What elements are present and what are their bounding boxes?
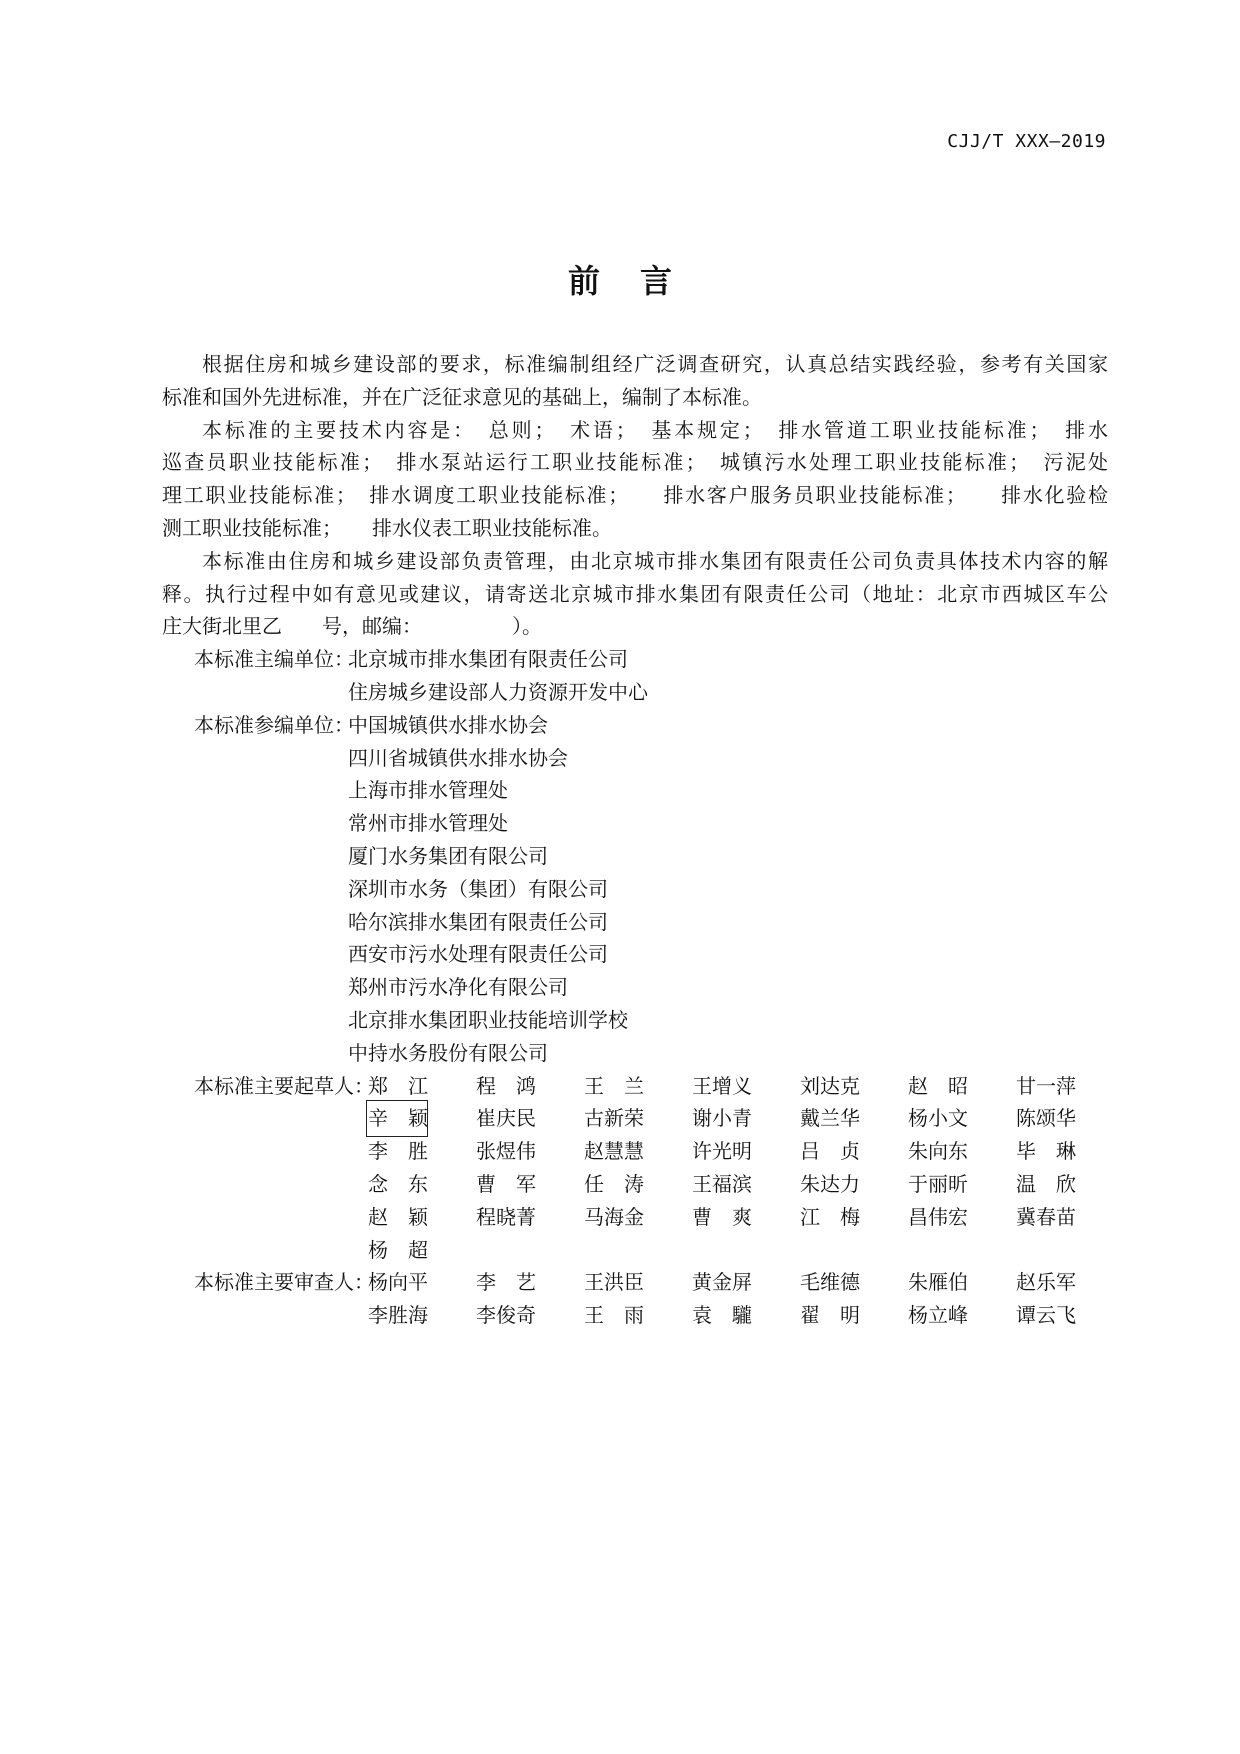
paragraph-line: 本标准的主要技术内容是： 总则； 术语； 基本规定； 排水管道工职业技能标准； 排水: [202, 417, 1108, 442]
person-name: 杨向平: [368, 1270, 428, 1295]
person-name: 赵 颖: [368, 1204, 428, 1229]
person-name: 江 梅: [800, 1204, 860, 1229]
person-name: [368, 1102, 476, 1135]
drafters-label: 本标准主要起草人：: [194, 1073, 374, 1098]
person-name: 刘达克: [800, 1073, 860, 1098]
person-name: 李胜海: [368, 1303, 428, 1328]
person-name: 杨立峰: [908, 1303, 968, 1328]
paragraph-line: 理工职业技能标准； 排水调度工职业技能标准； 排水客户服务员职业技能标准； 排水化验检: [162, 483, 1108, 508]
list-item: 厦门水务集团有限公司: [348, 843, 548, 868]
person-name: 曹 爽: [692, 1204, 752, 1229]
paragraph-management: [162, 545, 1108, 643]
person-name: 毛维德: [800, 1270, 860, 1295]
participating-units-section: [162, 709, 1108, 1070]
document-code: CJJ/T XXX—2019: [947, 131, 1106, 152]
person-name: 许光明: [692, 1139, 752, 1164]
reviewers-label: 本标准主要审查人：: [194, 1270, 374, 1295]
person-name: 王增义: [692, 1073, 752, 1098]
list-item: 常州市排水管理处: [348, 811, 508, 836]
person-name: 杨 超: [368, 1237, 428, 1262]
person-name: 朱雁伯: [908, 1270, 968, 1295]
list-item: 西安市污水处理有限责任公司: [348, 942, 608, 967]
chief-units-section: [162, 643, 1108, 709]
list-item: 郑州市污水净化有限公司: [348, 975, 568, 1000]
person-name: 念 东: [368, 1171, 428, 1196]
list-item: 北京排水集团职业技能培训学校: [348, 1007, 628, 1032]
list-item: 四川省城镇供水排水协会: [348, 745, 568, 770]
person-name: 昌伟宏: [908, 1204, 968, 1229]
page-title: 前言: [567, 262, 712, 300]
person-name: 朱向东: [908, 1139, 968, 1164]
person-name: 张煜伟: [476, 1139, 536, 1164]
list-item: 哈尔滨排水集团有限责任公司: [348, 909, 608, 934]
paragraph-line: 根据住房和城乡建设部的要求，标准编制组经广泛调查研究，认真总结实践经验，参考有关国家: [202, 352, 1108, 376]
drafters-section: [162, 1070, 1108, 1267]
chief-units-list: [348, 643, 1108, 709]
list-item: 住房城乡建设部人力资源开发中心: [348, 679, 648, 704]
person-name: 朱达力: [800, 1171, 860, 1196]
person-name: 郑 江: [368, 1073, 428, 1098]
person-name: 甘一萍: [1016, 1073, 1076, 1098]
reviewers-list: [368, 1266, 1108, 1332]
paragraph-background: [162, 348, 1108, 414]
paragraph-line: 巡查员职业技能标准； 排水泵站运行工职业技能标准； 城镇污水处理工职业技能标准； 污泥处: [162, 450, 1108, 475]
person-name: 赵 昭: [908, 1073, 968, 1098]
person-name: 冀春苗: [1016, 1204, 1076, 1229]
person-name: 杨小文: [908, 1106, 968, 1131]
paragraph-line: 庄大街北里乙 号，邮编： ）。: [162, 614, 542, 639]
person-name: 程晓菁: [476, 1204, 536, 1229]
paragraph-line: 本标准由住房和城乡建设部负责管理，由北京城市排水集团有限责任公司负责具体技术内容的解: [202, 548, 1108, 573]
person-name: 马海金: [584, 1204, 644, 1229]
person-name: 李俊奇: [476, 1303, 536, 1328]
paragraph-line: 测工职业技能标准； 排水仪表工职业技能标准。: [162, 515, 612, 540]
person-name: 崔庆民: [476, 1106, 536, 1131]
person-name: 程 鸿: [476, 1073, 536, 1098]
person-name: 李 艺: [476, 1270, 536, 1295]
paragraph-contents: [162, 414, 1108, 545]
person-name: 王福滨: [692, 1171, 752, 1196]
person-name: 戴兰华: [800, 1106, 860, 1131]
person-name: 谢小青: [692, 1106, 752, 1131]
person-name: 温 欣: [1016, 1171, 1076, 1196]
person-name: 曹 军: [476, 1171, 536, 1196]
person-name: 袁 䮾: [692, 1303, 752, 1328]
person-name: 陈颂华: [1016, 1106, 1076, 1131]
person-name: 黄金屏: [692, 1270, 752, 1295]
person-name: 赵乐军: [1016, 1270, 1076, 1295]
person-name: 任 涛: [584, 1171, 644, 1196]
paragraph-line: 释。执行过程中如有意见或建议，请寄送北京城市排水集团有限责任公司（地址：北京市西城区车公: [162, 581, 1108, 606]
list-item: 上海市排水管理处: [348, 778, 508, 803]
person-name: 王洪臣: [584, 1270, 644, 1295]
person-name: 赵慧慧: [584, 1139, 644, 1164]
person-name: 古新荣: [584, 1106, 644, 1131]
person-name: 毕 琳: [1016, 1139, 1076, 1164]
document-body: [162, 348, 1108, 1332]
person-name: 王 兰: [584, 1073, 644, 1098]
person-name: 吕 贞: [800, 1139, 860, 1164]
person-name: 李 胜: [368, 1139, 428, 1164]
list-item: 深圳市水务（集团）有限公司: [348, 876, 608, 901]
list-item: 中持水务股份有限公司: [348, 1040, 548, 1065]
drafters-list: [368, 1070, 1108, 1267]
participating-units-list: [348, 709, 1108, 1070]
person-name: 翟 明: [800, 1303, 860, 1328]
highlighted-name: 辛 颖: [368, 1102, 426, 1135]
list-item: 北京城市排水集团有限责任公司: [348, 647, 628, 672]
reviewers-section: [162, 1266, 1108, 1332]
paragraph-line: 标准和国外先进标准，并在广泛征求意见的基础上，编制了本标准。: [162, 384, 762, 409]
person-name: 谭云飞: [1016, 1303, 1076, 1328]
chief-units-label: 本标准主编单位：: [194, 647, 354, 672]
participating-units-label: 本标准参编单位：: [194, 712, 354, 737]
person-name: 王 雨: [584, 1303, 644, 1328]
list-item: 中国城镇供水排水协会: [348, 712, 548, 737]
person-name: 于丽昕: [908, 1171, 968, 1196]
